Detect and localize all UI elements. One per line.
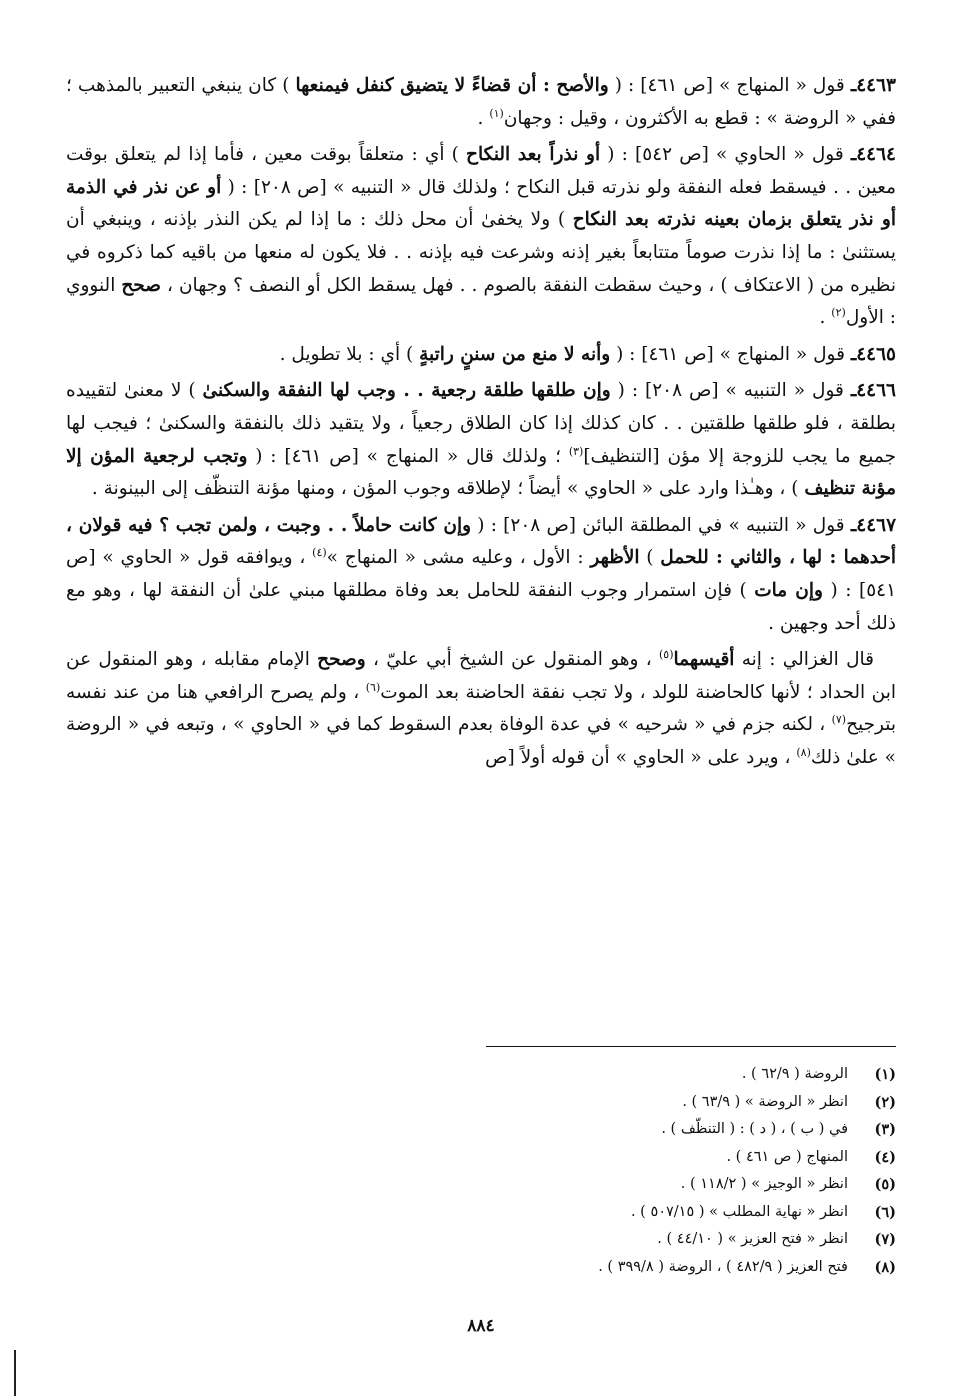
text-run: ؛ ولذلك قال « المنهاج » [ص ٤٦١] : (: [247, 445, 569, 467]
footnote-text: المنهاج ( ص ٤٦١ ) .: [726, 1148, 848, 1165]
footnote-number: (٨): [874, 1258, 896, 1276]
text-run: .: [819, 307, 832, 329]
quoted-text: الأظهر: [590, 547, 640, 569]
entry-4464: [66, 139, 896, 335]
footnote-text: انظر « الروضة » ( ٦٣/٩ ) .: [682, 1093, 848, 1110]
quoted-text: ٤٤٦٥ـ: [850, 343, 896, 365]
text-run: ) أي : بلا تطويل .: [279, 343, 420, 365]
quoted-text: أو عن نذر في الذمة أو نذر يتعلق بزمان بعينه نذرته بعد النكاح: [66, 176, 896, 231]
quoted-text: أو نذراً بعد النكاح: [466, 144, 601, 166]
footnote-ref[interactable]: (٤): [312, 546, 327, 560]
footnote-item: [426, 1254, 896, 1282]
text-run: ) لا معنىٰ لتقييده بطلقة ، فلو طلقها طلقتين . . كان كذلك إذا كان الطلاق رجعياً ، ولا يتقيد ذلك بالنفقة والسكنىٰ ؛ فيجب لها جميع ما يجب للزوجة إلا مؤن [التنظيف]: [66, 380, 897, 467]
page-number: ٨٨٤: [467, 1316, 495, 1336]
text-run: ) ولا يخفىٰ أن محل ذلك : ما إذا لم يكن النذر بإذنه ، وينبغي أن يستثنىٰ : ما إذا نذرت صوماً متتابعاً بغير إذنه وشرعت فيه بإذنه . . فلا يكون له منعها من باقيه كما ذكروه في نظيره من ( الاعتكاف ) ، وحيث سقطت النفقة بالصوم . . فهل يسقط الكل أو النصف ؟ وجهان ،: [66, 209, 896, 296]
text-run: قول « المنهاج » [ص ٤٦١] : (: [608, 75, 851, 96]
entry-4467: [66, 510, 896, 640]
footnote-number: (٤): [874, 1148, 896, 1166]
footnote-ref[interactable]: (٨): [796, 745, 811, 759]
text-run: النووي : الأول: [66, 274, 896, 329]
footnote-text: فتح العزيز ( ٤٨٢/٩ ) ، الروضة ( ٣٩٩/٨ ) .: [598, 1258, 848, 1275]
footnote-ref[interactable]: (٧): [831, 713, 847, 727]
footnote-item: [426, 1199, 896, 1227]
text-run: ، وهو المنقول عن الشيخ أبي عليّ ،: [365, 649, 659, 671]
text-run: قول « المنهاج » [ص ٤٦١] : (: [610, 343, 851, 365]
footnote-text: في ( ب ) ، ( د ) : ( التنظّف ) .: [661, 1121, 848, 1137]
footnote-item: [426, 1171, 896, 1199]
footnote-ref[interactable]: (٢): [831, 306, 846, 319]
text-run: ) أي : متعلقاً بوقت معين ، فأما إذا لم يتعلق بوقت معين . . فيسقط فعله النفقة ولو نذرته قبل النكاح ؛ ولذلك قال « التنبيه » [ص ٢٠٨] : (: [66, 144, 896, 198]
text-run: ) فإن استمرار وجوب النفقة للحامل بعد وفاة مطلقها مبني علىٰ أن النفقة لها ، وهو مع ذلك أحد وجهين .: [66, 579, 896, 634]
footnote-item: [426, 1116, 896, 1144]
entry-4465: [66, 339, 896, 372]
text-run: ، ولم يصرح الرافعي هنا من عند نفسه بترجيح: [66, 681, 896, 736]
footnote-item: [426, 1144, 896, 1172]
quoted-text: وأنه لا منع من سننٍ راتبةٍ: [419, 343, 611, 365]
quoted-text: ٤٤٦٧ـ: [850, 514, 897, 536]
footnote-item: [426, 1061, 896, 1089]
text-run: قول « التنبيه » في المطلقة البائن [ص ٢٠٨] : (: [471, 514, 851, 536]
text-run: ): [639, 547, 661, 569]
quoted-text: وتجب لرجعية المؤن إلا مؤنة تنظيف: [66, 445, 896, 500]
text-run: قول « التنبيه » [ص ٢٠٨] : (: [610, 380, 851, 402]
paragraph-ghazali: [66, 644, 896, 774]
footnote-text: انظر « الوجيز » ( ١١٨/٢ ) .: [680, 1176, 848, 1192]
footnote-ref[interactable]: (١): [489, 106, 504, 120]
footnote-number: (١): [874, 1066, 896, 1083]
quoted-text: أقيسهما: [673, 649, 735, 671]
entry-4463: [66, 70, 896, 135]
quoted-text: ٤٤٦٣ـ: [850, 75, 896, 96]
footnote-number: (٣): [874, 1121, 896, 1138]
footnote-item: [426, 1089, 896, 1117]
footnote-text: الروضة ( ٦٢/٩ ) .: [741, 1066, 848, 1082]
footnote-ref[interactable]: (٥): [658, 647, 674, 661]
quoted-text: وإن طلقها طلقة رجعية . . وجب لها النفقة والسكنىٰ: [202, 380, 611, 402]
text-run: قال الغزالي : إنه: [734, 649, 874, 671]
quoted-text: والأصح : أن قضاءً لا يتضيق كنفل فيمنعها: [295, 75, 609, 96]
text-run: قول « الحاوي » [ص ٥٤٢] : (: [600, 144, 851, 166]
quoted-text: ٤٤٦٦ـ: [850, 380, 896, 402]
quoted-text: وإن كانت حاملاً . . وجبت ، ولمن تجب ؟ فيه قولان ، أحدهما : لها ، والثاني : للحمل: [66, 514, 897, 569]
text-run: الإمام مقابله ، وهو المنقول عن ابن الحداد ؛ لأنها كالحاضنة للولد ، ولا تجب نفقة الحاضنة بعد الموت: [66, 649, 896, 703]
text-run: .: [477, 107, 490, 129]
footnote-number: (٧): [874, 1231, 896, 1248]
text-run: ) كان ينبغي التعبير بالمذهب ؛ ففي « الروضة » : قطع به الأكثرون ، وقيل : وجهان: [66, 75, 896, 129]
footnote-ref[interactable]: (٦): [365, 680, 381, 694]
quoted-text: وصحح: [317, 649, 366, 671]
footnote-number: (٥): [874, 1176, 896, 1193]
main-text: [66, 70, 896, 774]
footnote-text: انظر « فتح العزيز » ( ٤٤/١٠ ) .: [657, 1231, 848, 1247]
footnote-ref[interactable]: (٣): [568, 444, 584, 458]
text-run: ، ويرد على « الحاوي » أن قوله أولاً [ص: [485, 746, 797, 768]
footnotes: [426, 1061, 896, 1281]
text-run: ) ، وهـٰذا وارد على « الحاوي » أيضاً ؛ لإطلاقه وجوب المؤن ، ومنها مؤنة التنظّف إلى البينونة .: [91, 478, 805, 500]
quoted-text: وإن مات: [754, 579, 823, 601]
text-run: ، ويوافقه قول « الحاوي » [ص ٥٤١] : (: [66, 547, 897, 601]
quoted-text: صحح: [121, 274, 161, 296]
entry-4466: [66, 375, 896, 505]
quoted-text: ٤٤٦٤ـ: [850, 144, 896, 166]
footnote-number: (٦): [874, 1203, 896, 1221]
footnote-text: انظر « نهاية المطلب » ( ٥٠٧/١٥ ) .: [630, 1203, 848, 1220]
footnote-item: [426, 1226, 896, 1254]
text-run: : الأول ، وعليه مشى « المنهاج »: [326, 547, 591, 569]
scan-edge-line: [14, 1350, 16, 1396]
footnote-number: (٢): [874, 1093, 896, 1111]
footnote-divider: [486, 1046, 896, 1047]
text-run: ، لكنه جزم في « شرحيه » في عدة الوفاة بعدم السقوط كما في « الحاوي » ، وتبعه في « الروضة » علىٰ ذلك: [66, 714, 896, 768]
